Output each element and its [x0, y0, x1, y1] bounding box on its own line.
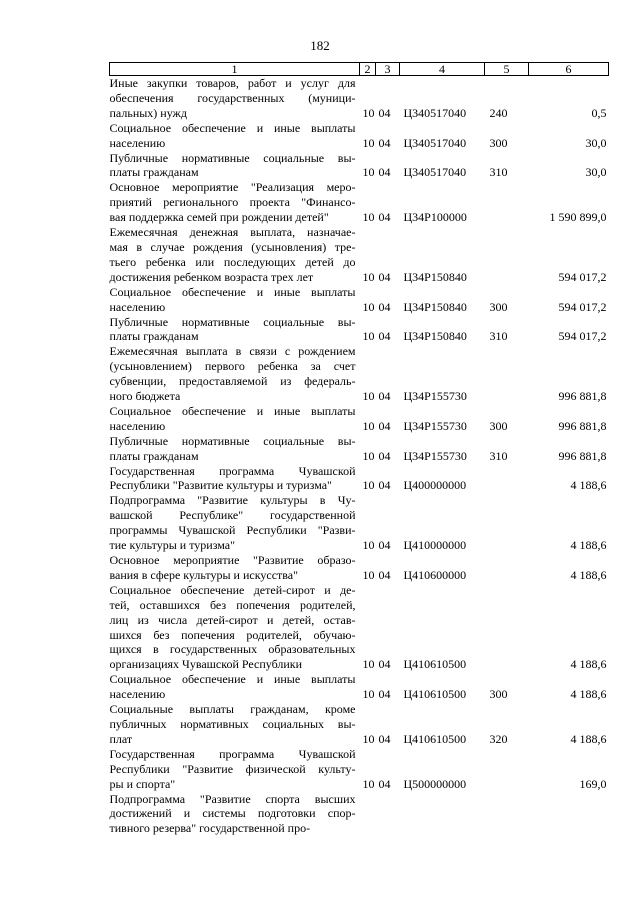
section-code: 10 [362, 448, 375, 463]
row-name-cell [110, 553, 360, 583]
amount: 594 017,2 [558, 269, 607, 284]
row-name-cell [110, 76, 360, 121]
table-row [110, 464, 609, 494]
subsection-code: 04 [378, 299, 391, 314]
expense-type-code [485, 747, 529, 792]
table-row [110, 747, 609, 792]
amount: 4 188,6 [570, 478, 607, 493]
subsection-code: 04 [378, 657, 391, 672]
section-code: 10 [362, 210, 375, 225]
table-row [110, 76, 609, 121]
expense-type-code: 300 [489, 299, 508, 314]
expense-type-code [485, 493, 529, 553]
subsection-code: 04 [378, 389, 391, 404]
row-name-cell [110, 434, 360, 464]
row-name-line: тие культуры и туризма" [109, 538, 236, 553]
row-name-cell [110, 747, 360, 792]
expense-type-code [485, 553, 529, 583]
row-name-line: тей, оставшихся без попечения родителей, [109, 597, 356, 612]
section-code: 10 [362, 165, 375, 180]
section-code: 10 [362, 657, 375, 672]
section-code: 10 [362, 478, 375, 493]
row-name-line: достижений и системы подготовки спор- [109, 806, 356, 821]
row-name-cell [110, 285, 360, 315]
subsection-code: 04 [378, 210, 391, 225]
section-code: 10 [362, 105, 375, 120]
expense-type-code [485, 225, 529, 285]
row-name-line: платы гражданам [109, 165, 199, 180]
row-name-line: мая в случае рождения (усыновления) тре- [109, 239, 356, 254]
row-name-cell [110, 702, 360, 747]
target-article-code: Ц340517040 [403, 135, 467, 150]
subsection-code [376, 792, 400, 837]
table-row [110, 180, 609, 225]
section-code: 10 [362, 299, 375, 314]
target-article-code: Ц410610500 [403, 687, 467, 702]
target-article-code: Ц34Р150840 [403, 299, 467, 314]
row-name-cell [110, 225, 360, 285]
row-name-line: шихся без попечения родителей, обучаю- [109, 627, 356, 642]
amount: 996 881,8 [558, 389, 607, 404]
row-name-line: достижения ребенком возраста трех лет [109, 269, 314, 284]
row-name-line: платы гражданам [109, 329, 199, 344]
subsection-code: 04 [378, 687, 391, 702]
section-code: 10 [362, 269, 375, 284]
subsection-code: 04 [378, 165, 391, 180]
subsection-code: 04 [378, 105, 391, 120]
expense-type-code: 300 [489, 418, 508, 433]
amount: 0,5 [591, 105, 607, 120]
subsection-code: 04 [378, 269, 391, 284]
row-name-line: вашской Республике" государственной [109, 508, 356, 523]
row-name-line: Социальные выплаты гражданам, кроме [109, 702, 356, 717]
section-code: 10 [362, 538, 375, 553]
row-name-line: Социальное обеспечение и иные выплаты [109, 284, 356, 299]
header-col-2: 2 [360, 63, 376, 76]
row-name-line: организациях Чувашской Республики [109, 657, 303, 672]
amount: 4 188,6 [570, 731, 607, 746]
row-name-line: Публичные нормативные социальные вы- [109, 433, 356, 448]
row-name-line: Социальное обеспечение и иные выплаты [109, 120, 356, 135]
row-name-cell [110, 315, 360, 345]
row-name-line: населению [109, 418, 166, 433]
amount: 1 590 899,0 [549, 210, 607, 225]
row-name-line: вая поддержка семей при рождении детей" [109, 210, 329, 225]
amount: 594 017,2 [558, 299, 607, 314]
row-name-cell [110, 672, 360, 702]
expense-type-code: 310 [489, 165, 508, 180]
row-name-line: публичных нормативных социальных вы- [109, 716, 356, 731]
page-number: 182 [310, 38, 330, 53]
header-col-3: 3 [376, 63, 400, 76]
amount: 4 188,6 [570, 687, 607, 702]
section-code: 10 [362, 135, 375, 150]
table-row [110, 121, 609, 151]
target-article-code: Ц410610500 [403, 731, 467, 746]
subsection-code: 04 [378, 731, 391, 746]
target-article-code: Ц34Р150840 [403, 329, 467, 344]
target-article-code: Ц34Р155730 [403, 389, 467, 404]
row-name-line: приятий регионального проекта "Финансо- [109, 195, 356, 210]
expense-type-code [485, 464, 529, 494]
amount: 169,0 [579, 776, 607, 791]
row-name-line: ного бюджета [109, 389, 181, 404]
row-name-line: Социальное обеспечение и иные выплаты [109, 403, 356, 418]
subsection-code: 04 [378, 448, 391, 463]
row-name-line: обеспечения государственных (муници- [109, 90, 356, 105]
row-name-line: населению [109, 135, 166, 150]
target-article-code: Ц34Р155730 [403, 418, 467, 433]
subsection-code: 04 [378, 418, 391, 433]
section-code: 10 [362, 567, 375, 582]
table-row [110, 672, 609, 702]
expense-type-code: 240 [489, 105, 508, 120]
expense-type-code [485, 180, 529, 225]
table-row [110, 151, 609, 181]
row-name-line: пальных) нужд [109, 105, 187, 120]
table-body [110, 76, 609, 837]
row-name-cell [110, 464, 360, 494]
row-name-line: Социальное обеспечение и иные выплаты [109, 672, 356, 687]
amount: 594 017,2 [558, 329, 607, 344]
header-col-5: 5 [485, 63, 529, 76]
amount: 4 188,6 [570, 657, 607, 672]
subsection-code: 04 [378, 135, 391, 150]
amount: 30,0 [585, 165, 607, 180]
table-row [110, 225, 609, 285]
table-row [110, 702, 609, 747]
subsection-code: 04 [378, 567, 391, 582]
expense-type-code: 310 [489, 329, 508, 344]
row-name-line: тьего ребенка или последующих детей до [109, 254, 356, 269]
row-name-line: Ежемесячная выплата в связи с рождением [109, 344, 356, 359]
row-name-line: вания в сфере культуры и искусства" [109, 567, 299, 582]
header-col-4: 4 [400, 63, 485, 76]
section-code: 10 [362, 776, 375, 791]
target-article-code: Ц34Р155730 [403, 448, 467, 463]
row-name-line: населению [109, 687, 166, 702]
table-row [110, 315, 609, 345]
amount: 4 188,6 [570, 538, 607, 553]
expense-type-code [485, 583, 529, 672]
target-article-code: Ц500000000 [403, 776, 467, 791]
expense-type-code [485, 344, 529, 404]
row-name-line: Республики "Развитие физической культу- [109, 761, 356, 776]
target-article-code: Ц34Р150840 [403, 269, 467, 284]
target-article-code: Ц400000000 [403, 478, 467, 493]
header-col-1: 1 [110, 63, 360, 76]
row-name-line: Подпрограмма "Развитие спорта высших [109, 791, 356, 806]
amount: 996 881,8 [558, 448, 607, 463]
target-article-code: Ц340517040 [403, 165, 467, 180]
table-row [110, 344, 609, 404]
row-name-line: тивного резерва" государственной про- [109, 821, 311, 836]
amount: 4 188,6 [570, 567, 607, 582]
subsection-code: 04 [378, 538, 391, 553]
table-row [110, 583, 609, 672]
table-row [110, 285, 609, 315]
table-header-row [110, 63, 609, 76]
row-name-line: Иные закупки товаров, работ и услуг для [109, 76, 356, 90]
table-row [110, 792, 609, 837]
amount: 996 881,8 [558, 418, 607, 433]
row-name-cell [110, 344, 360, 404]
row-name-line: Основное мероприятие "Реализация меро- [109, 180, 356, 195]
section-code: 10 [362, 687, 375, 702]
amount [529, 792, 609, 837]
row-name-line: Ежемесячная денежная выплата, назначае- [109, 225, 356, 240]
row-name-line: программы Чувашской Республики "Разви- [109, 523, 356, 538]
row-name-line: Социальное обеспечение детей-сирот и де- [109, 582, 356, 597]
row-name-cell [110, 792, 360, 837]
row-name-line: Основное мероприятие "Развитие образо- [109, 553, 356, 567]
row-name-line: Подпрограмма "Развитие культуры в Чу- [109, 493, 356, 508]
expense-type-code [485, 792, 529, 837]
table-row [110, 553, 609, 583]
row-name-cell [110, 180, 360, 225]
section-code [360, 792, 376, 837]
row-name-line: лиц из числа детей-сирот и детей, остав- [109, 612, 356, 627]
row-name-line: ры и спорта" [109, 776, 176, 791]
subsection-code: 04 [378, 478, 391, 493]
table-row [110, 493, 609, 553]
section-code: 10 [362, 731, 375, 746]
table-row [110, 404, 609, 434]
row-name-line: Республики "Развитие культуры и туризма" [109, 478, 332, 493]
row-name-line: Публичные нормативные социальные вы- [109, 314, 356, 329]
table-row [110, 434, 609, 464]
row-name-cell [110, 583, 360, 672]
section-code: 10 [362, 418, 375, 433]
row-name-cell [110, 151, 360, 181]
amount: 30,0 [585, 135, 607, 150]
row-name-line: Публичные нормативные социальные вы- [109, 150, 356, 165]
section-code: 10 [362, 329, 375, 344]
row-name-cell [110, 404, 360, 434]
subsection-code: 04 [378, 776, 391, 791]
target-article-code: Ц340517040 [403, 105, 467, 120]
row-name-line: (усыновлением) первого ребенка за счет [109, 359, 356, 374]
row-name-cell [110, 493, 360, 553]
target-article-code: Ц410000000 [403, 538, 467, 553]
target-article-code: Ц410600000 [403, 567, 467, 582]
target-article-code [400, 792, 485, 837]
subsection-code: 04 [378, 329, 391, 344]
row-name-line: платы гражданам [109, 448, 199, 463]
row-name-line: Государственная программа Чувашской [109, 746, 356, 761]
header-col-6: 6 [529, 63, 609, 76]
row-name-line: Государственная программа Чувашской [109, 463, 356, 478]
row-name-line: щихся в государственных образовательных [109, 642, 356, 657]
expense-type-code: 320 [489, 731, 508, 746]
budget-table [109, 62, 609, 836]
row-name-line: населению [109, 299, 166, 314]
expense-type-code: 300 [489, 687, 508, 702]
row-name-line: плат [109, 731, 133, 746]
expense-type-code: 300 [489, 135, 508, 150]
row-name-cell [110, 121, 360, 151]
expense-type-code: 310 [489, 448, 508, 463]
section-code: 10 [362, 389, 375, 404]
target-article-code: Ц410610500 [403, 657, 467, 672]
row-name-line: субвенции, предоставляемой из федераль- [109, 374, 356, 389]
target-article-code: Ц34Р100000 [403, 210, 467, 225]
